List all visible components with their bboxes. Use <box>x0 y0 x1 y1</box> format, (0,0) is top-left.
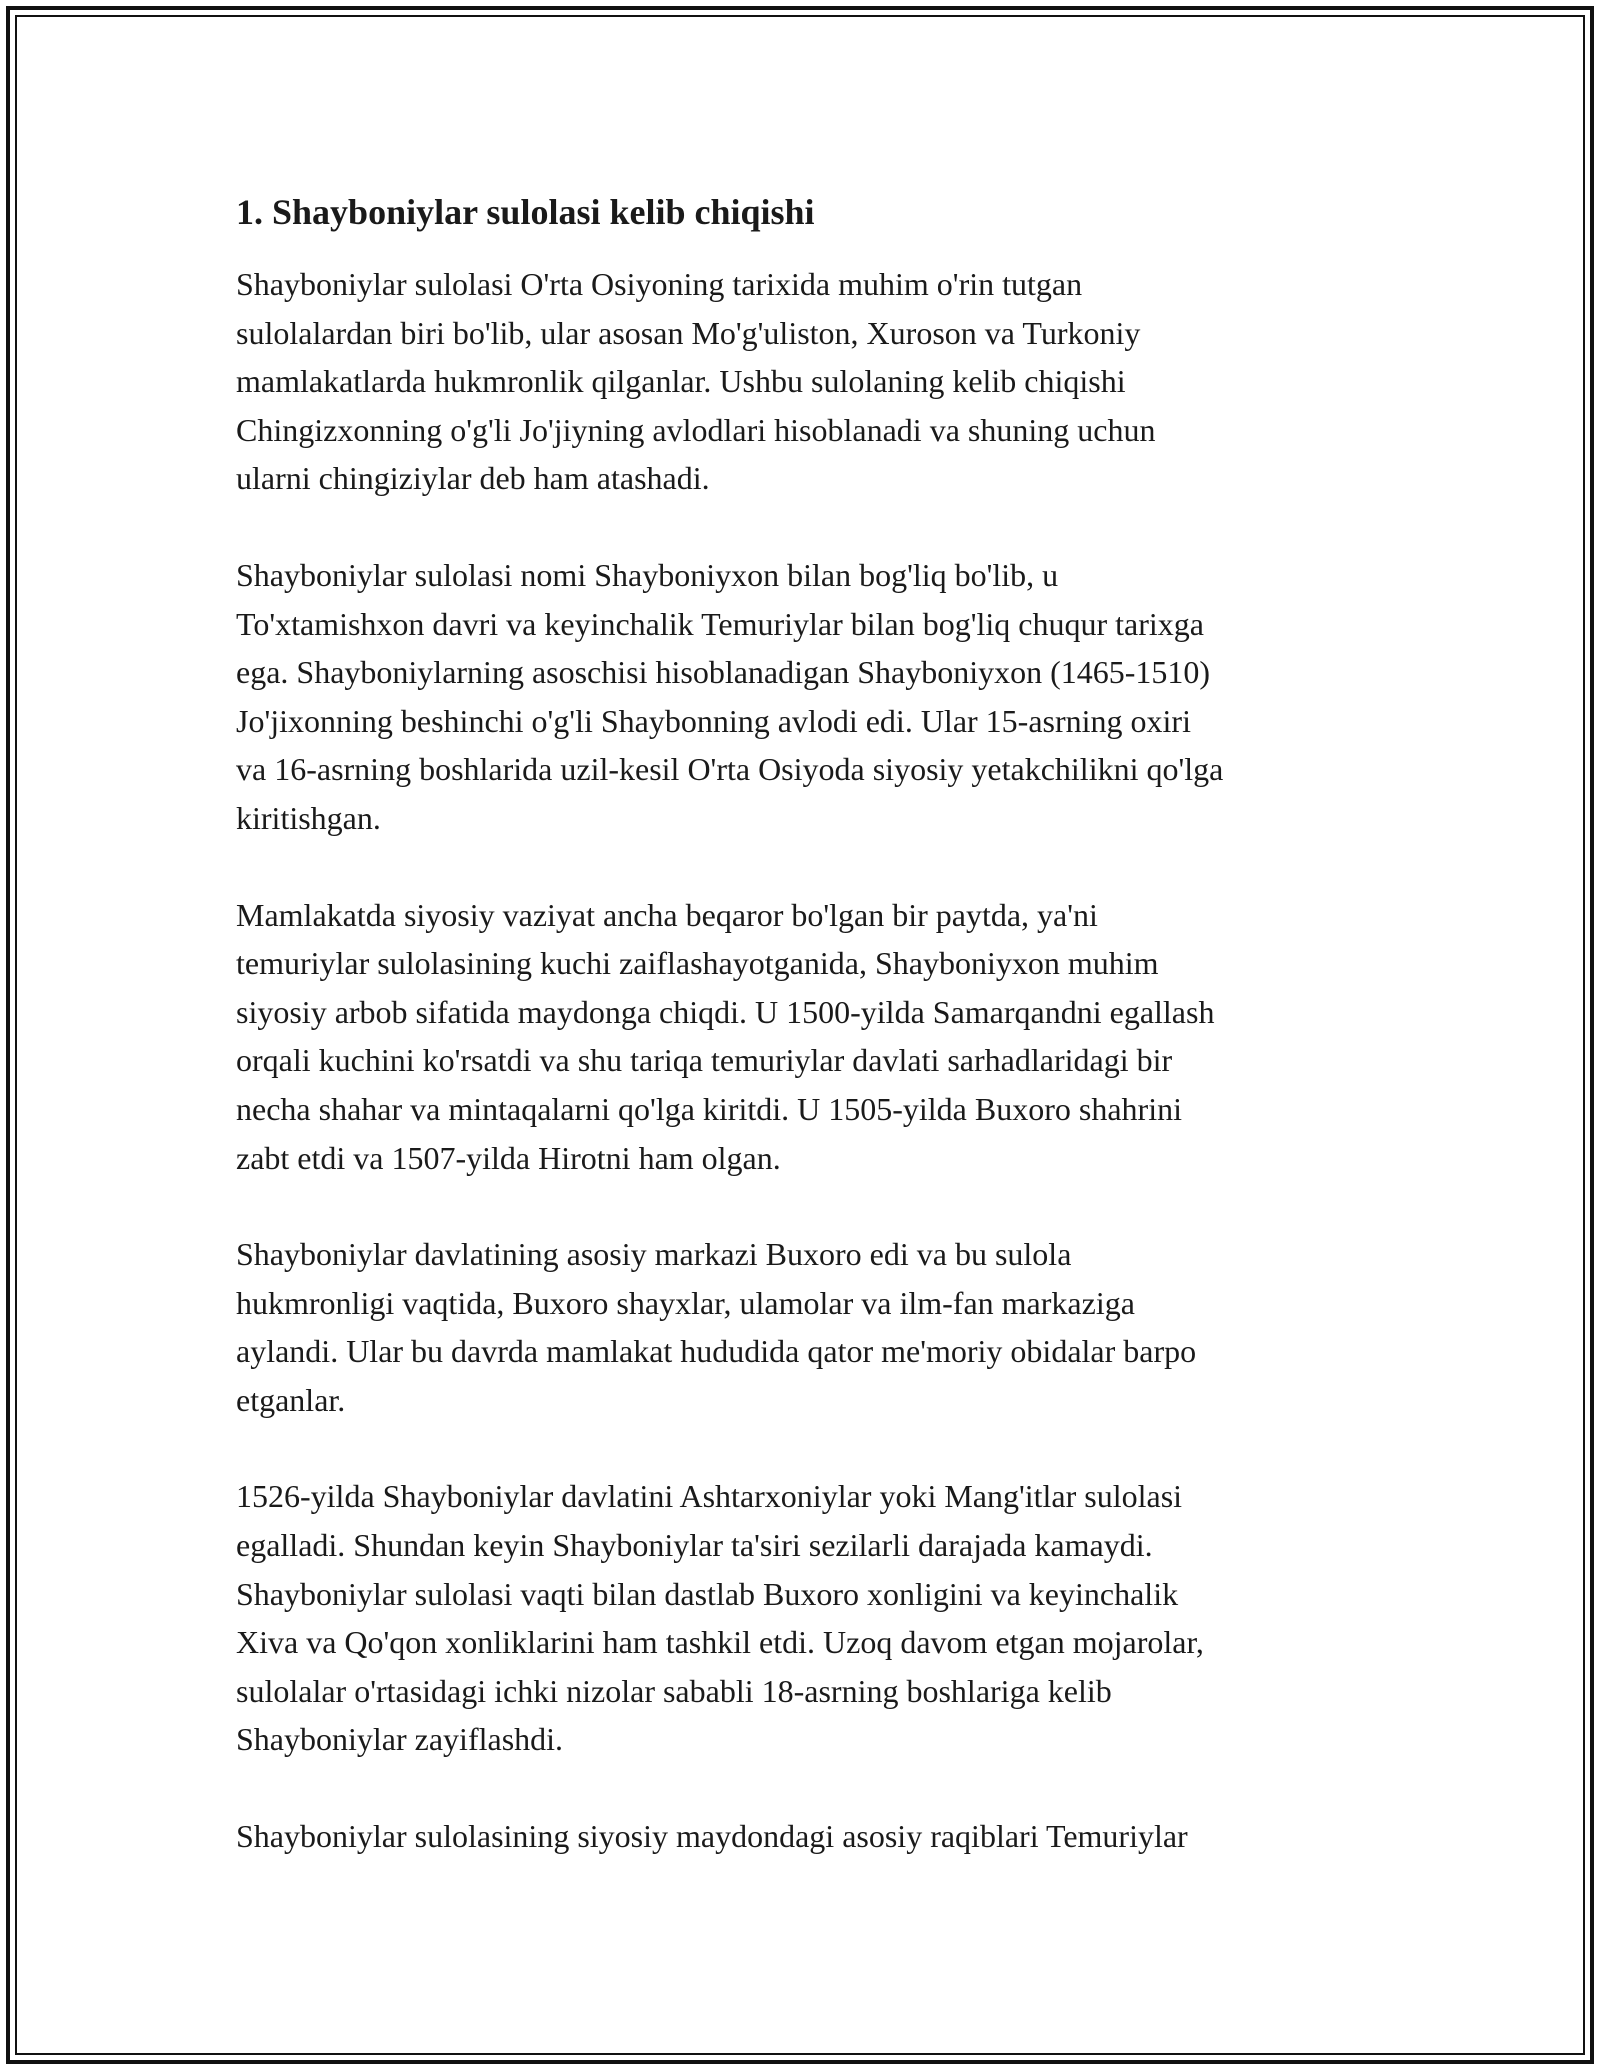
paragraph-line: zabt etdi va 1507-yilda Hirotni ham olgan. <box>236 1139 781 1176</box>
paragraph-6 <box>236 1812 1376 1861</box>
paragraph-line: siyosiy arbob sifatida maydonga chiqdi. U 1500-yilda Samarqandni egallash <box>236 993 1215 1030</box>
paragraph-line: Jo'jixonning beshinchi o'g'li Shaybonning avlodi edi. Ular 15-asrning oxiri <box>236 702 1191 739</box>
paragraph-line: Chingizxonning o'g'li Jo'jiyning avlodlari hisoblanadi va shuning uchun <box>236 411 1156 448</box>
paragraph-line: To'xtamishxon davri va keyinchalik Temuriylar bilan bog'liq chuqur tarixga <box>236 605 1204 642</box>
paragraph-line: necha shahar va mintaqalarni qo'lga kiritdi. U 1505-yilda Buxoro shahrini <box>236 1090 1182 1127</box>
paragraph-line: Shayboniylar zayiflashdi. <box>236 1721 564 1758</box>
paragraph-line: kiritishgan. <box>236 799 381 836</box>
paragraph-5 <box>236 1472 1376 1764</box>
paragraph-line: Shayboniylar sulolasi O'rta Osiyoning tarixida muhim o'rin tutgan <box>236 266 1083 302</box>
paragraph-line: Shayboniylar davlatining asosiy markazi Buxoro edi va bu sulola <box>236 1236 1072 1273</box>
paragraph-4 <box>236 1230 1376 1424</box>
paragraph-2 <box>236 551 1376 843</box>
paragraph-1 <box>236 260 1376 503</box>
paragraph-line: orqali kuchini ko'rsatdi va shu tariqa temuriylar davlati sarhadlaridagi bir <box>236 1042 1173 1079</box>
paragraph-line: hukmronligi vaqtida, Buxoro shayxlar, ulamolar va ilm-fan markaziga <box>236 1284 1135 1321</box>
paragraph-line: temuriylar sulolasining kuchi zaiflashayotganida, Shayboniyxon muhim <box>236 945 1159 982</box>
paragraph-line: mamlakatlarda hukmronlik qilganlar. Ushbu sulolaning kelib chiqishi <box>236 363 1126 400</box>
paragraph-line: sulolalardan biri bo'lib, ular asosan Mo'g'uliston, Xuroson va Turkoniy <box>236 314 1141 351</box>
paragraph-line: sulolalar o'rtasidagi ichki nizolar sababli 18-asrning boshlariga kelib <box>236 1672 1112 1709</box>
paragraph-line: 1526-yilda Shayboniylar davlatini Ashtarxoniylar yoki Mang'itlar sulolasi <box>236 1478 1183 1515</box>
section-heading: 1. Shayboniylar sulolasi kelib chiqishi <box>236 192 815 232</box>
paragraph-line: Mamlakatda siyosiy vaziyat ancha beqaror bo'lgan bir paytda, ya'ni <box>236 896 1098 933</box>
paragraph-line: Shayboniylar sulolasi vaqti bilan dastlab Buxoro xonligini va keyinchalik <box>236 1575 1179 1612</box>
paragraph-line: va 16-asrning boshlarida uzil-kesil O'rta Osiyoda siyosiy yetakchilikni qo'lga <box>236 751 1224 788</box>
paragraph-3 <box>236 891 1376 1183</box>
paragraph-line: ega. Shayboniylarning asoschisi hisoblanadigan Shayboniyxon (1465-1510) <box>236 654 1211 691</box>
paragraph-line: Shayboniylar sulolasi nomi Shayboniyxon bilan bog'liq bo'lib, u <box>236 556 1059 593</box>
document-body <box>236 186 1376 1861</box>
paragraph-line: Shayboniylar sulolasining siyosiy maydondagi asosiy raqiblari Temuriylar <box>236 1818 1188 1855</box>
paragraph-line: etganlar. <box>236 1381 346 1418</box>
paragraph-line: Xiva va Qo'qon xonliklarini ham tashkil etdi. Uzoq davom etgan mojarolar, <box>236 1624 1204 1661</box>
paragraph-line: aylandi. Ular bu davrda mamlakat hududida qator me'moriy obidalar barpo <box>236 1333 1197 1370</box>
paragraph-line: egalladi. Shundan keyin Shayboniylar ta'siri sezilarli darajada kamaydi. <box>236 1527 1153 1564</box>
paragraph-line: ularni chingiziylar deb ham atashadi. <box>236 460 710 497</box>
